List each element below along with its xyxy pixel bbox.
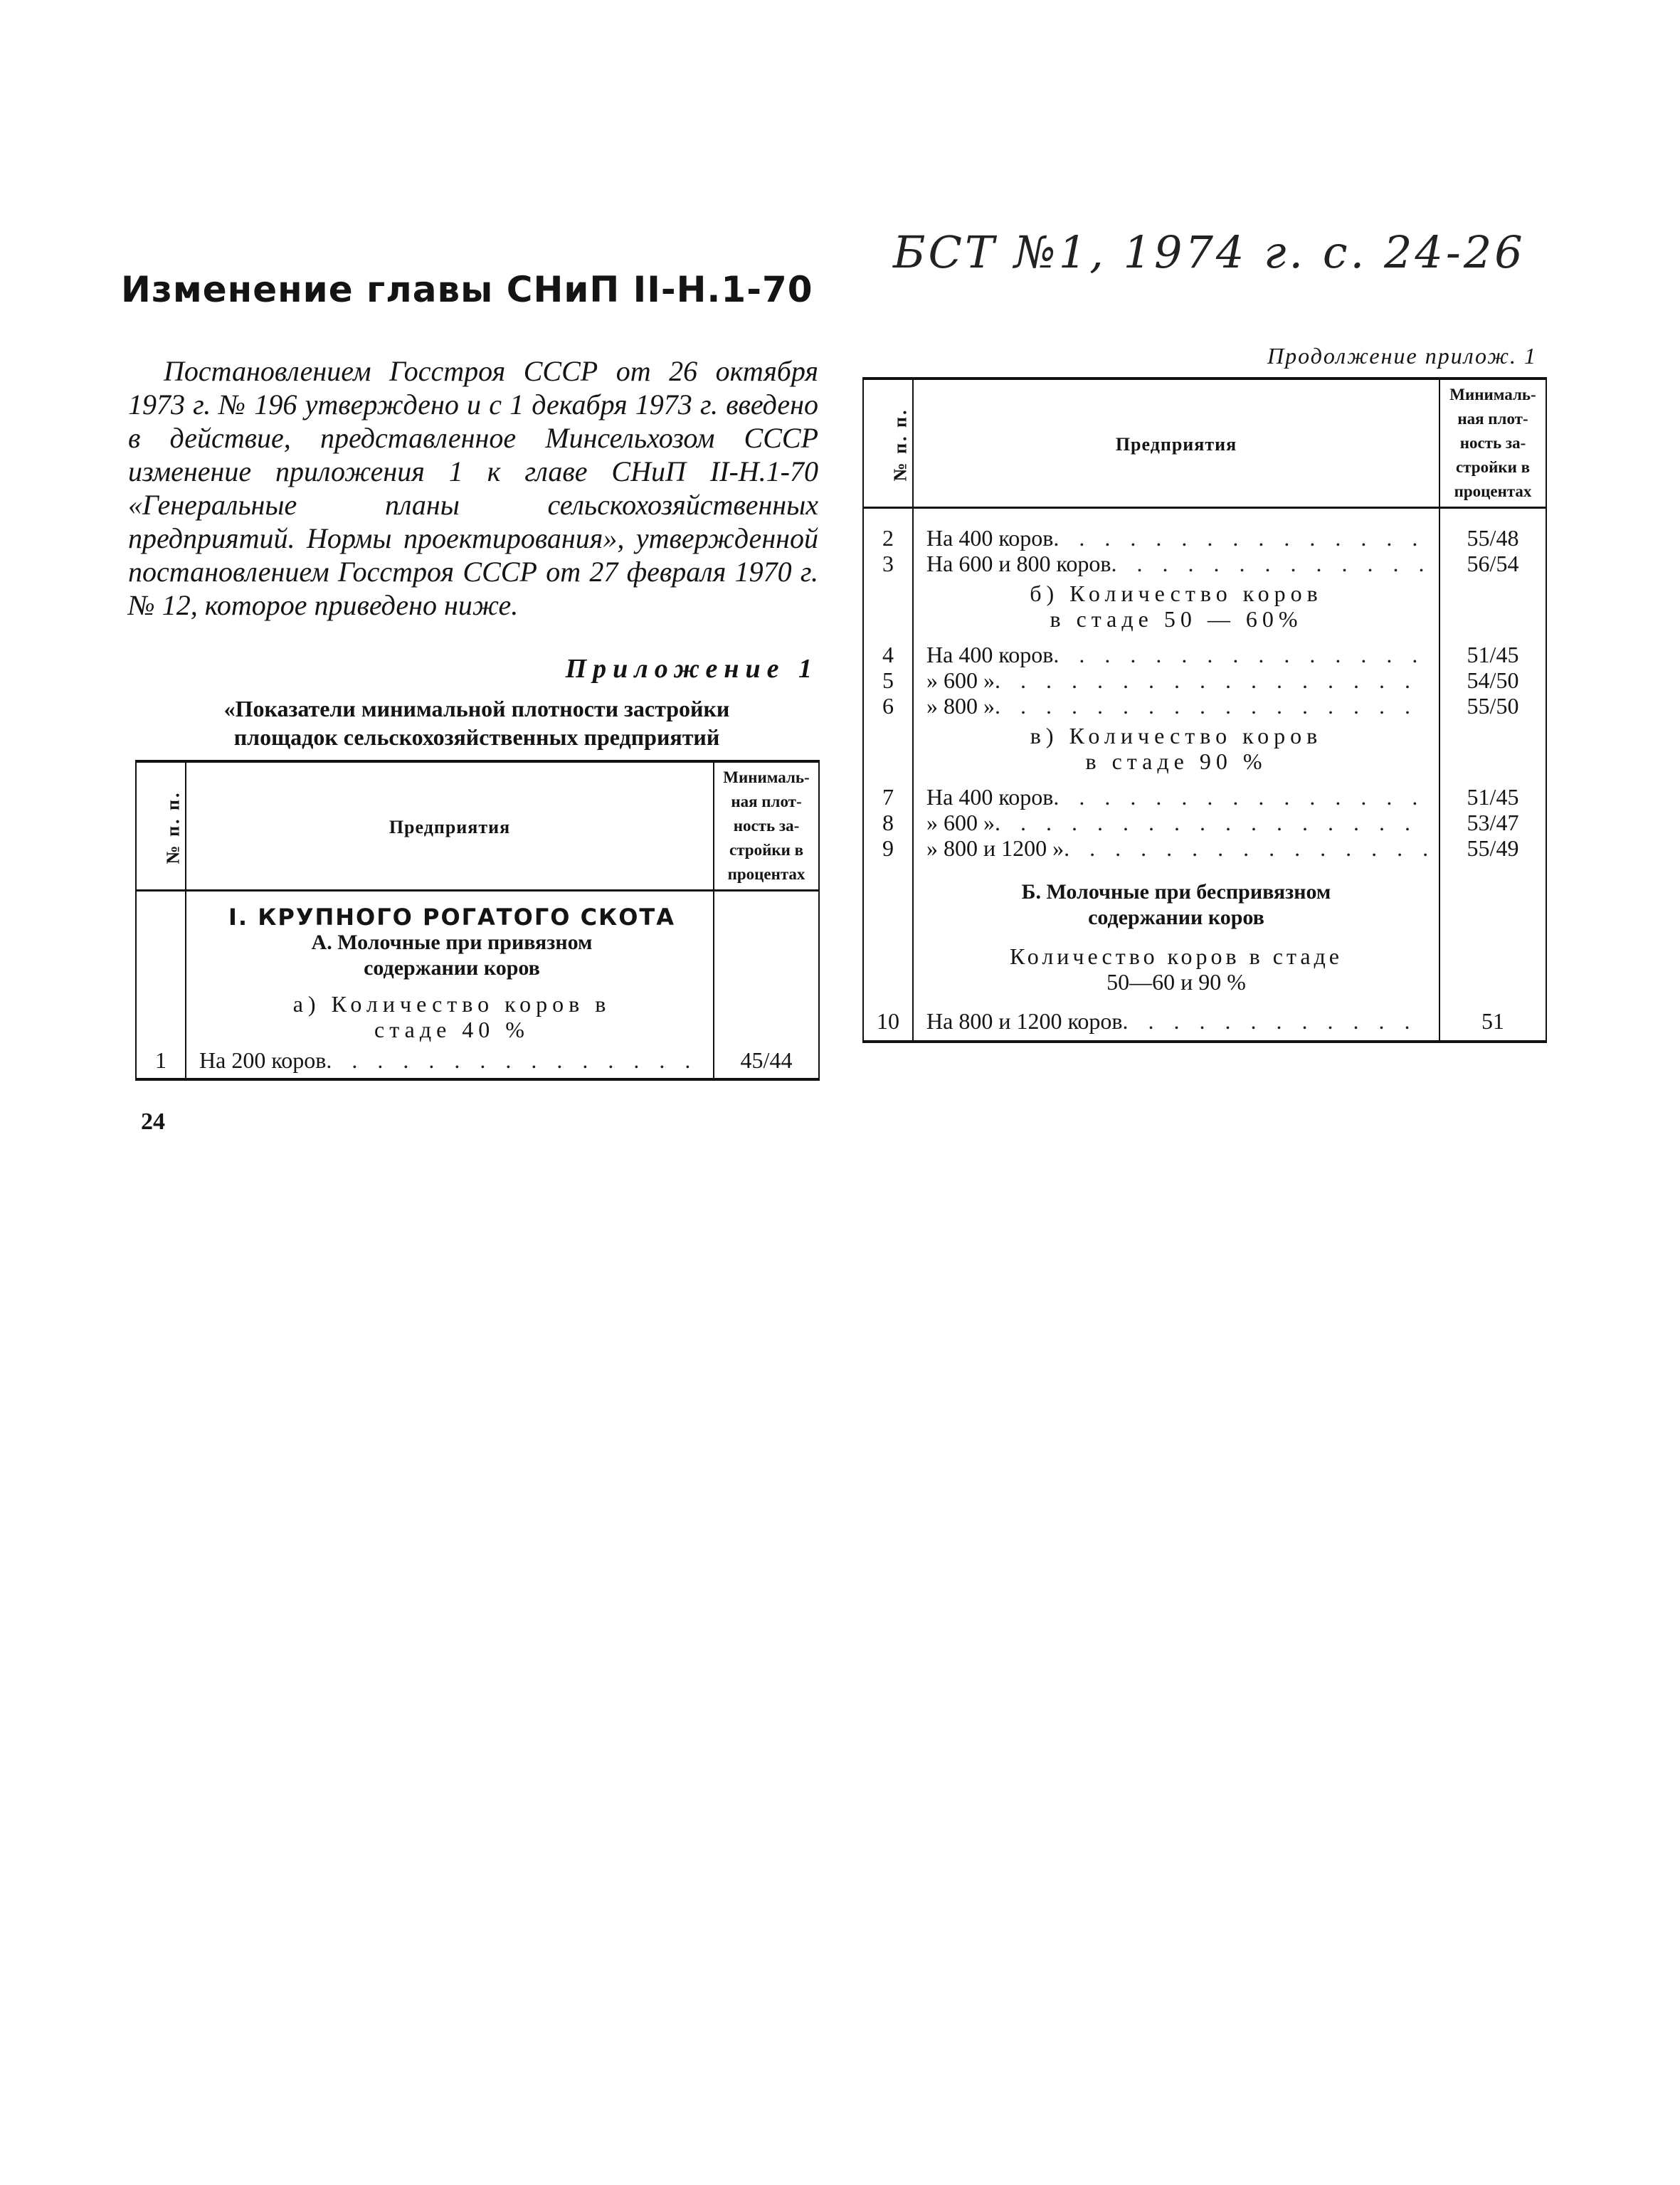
group-b-heading: б) Количество коров: [1030, 580, 1323, 606]
row-density-value: 55/49: [1439, 835, 1546, 861]
page-number: 24: [141, 1109, 165, 1135]
table-row: [863, 667, 1546, 693]
table-caption-line-2: площадок сельскохозяйственных предприятий: [233, 724, 720, 750]
row-enterprise: На 800 и 1200 коров . . .: [913, 1002, 1439, 1042]
row-enterprise: На 400 коров . . .: [913, 525, 1439, 551]
row-no: 6: [863, 693, 913, 719]
row-density-value: 45/44: [714, 1042, 819, 1079]
group-a-heading-cont: стаде 40 %: [374, 1017, 529, 1042]
row-no: 9: [863, 835, 913, 861]
section-cattle-heading: I. КРУПНОГО РОГАТОГО СКОТА: [228, 904, 675, 931]
table-row: [863, 784, 1546, 810]
subsection-a-heading: А. Молочные при привязном: [311, 931, 593, 954]
table-row: [863, 1002, 1546, 1042]
group-d-heading: Количество коров в стаде: [1010, 943, 1343, 969]
row-no: 1: [136, 1042, 186, 1079]
table-caption: [135, 694, 818, 751]
group-c-heading: в) Количество коров: [1030, 722, 1323, 748]
spacer-row: [863, 508, 1546, 525]
row-enterprise: На 200 коров . . .: [186, 1042, 714, 1079]
row-density-value: 51: [1439, 1002, 1546, 1042]
row-no: 7: [863, 784, 913, 810]
annex-label: Приложение 1: [565, 654, 818, 684]
table-row: [863, 693, 1546, 719]
handwritten-note: БСТ №1, 1974 г. с. 24-26: [893, 226, 1526, 278]
row-no: 5: [863, 667, 913, 693]
subsection-b-heading: Б. Молочные при беспривязном: [1021, 879, 1331, 904]
density-table-left: [135, 760, 820, 1081]
row-enterprise: » 600 » . . .: [913, 667, 1439, 693]
table-header-row: [863, 379, 1546, 508]
header-no: № п. п.: [863, 379, 913, 508]
intro-paragraph: Постановлением Госстроя СССР от 26 октября 1973 г. № 196 утверждено и с 1 декабря 1973 г. введено в действие, представленное Минсельхозом СССР изменение приложения 1 к главе СНиП II-Н.1-70 «Генеральные планы сельскохозяйственных предприятий. Нормы проектирования», утвержденной постановлением Госстроя СССР от 27 февраля 1970 г. № 12, которое приведено ниже.: [128, 355, 818, 621]
group-heading-row: [863, 576, 1546, 642]
row-density-value: 53/47: [1439, 810, 1546, 835]
row-density-value: 51/45: [1439, 642, 1546, 667]
row-density-value: 51/45: [1439, 784, 1546, 810]
row-no: 2: [863, 525, 913, 551]
group-d-heading-cont: 50—60 и 90 %: [1106, 968, 1246, 995]
row-enterprise: На 400 коров . . .: [913, 784, 1439, 810]
row-enterprise: На 400 коров . . .: [913, 642, 1439, 667]
row-density-value: 54/50: [1439, 667, 1546, 693]
row-enterprise: » 600 » . . .: [913, 810, 1439, 835]
row-no: 4: [863, 642, 913, 667]
row-enterprise: » 800 » . . .: [913, 693, 1439, 719]
table-row: [863, 525, 1546, 551]
document-title: Изменение главы СНиП II-Н.1-70: [121, 269, 813, 310]
row-enterprise: На 600 и 800 коров . . .: [913, 551, 1439, 576]
section-heading-row: [136, 891, 819, 1043]
header-enterprise: Предприятия: [913, 379, 1439, 508]
subsection-heading-row: [863, 861, 1546, 1002]
density-table-right: [862, 377, 1547, 1043]
row-enterprise: » 800 и 1200 » . . .: [913, 835, 1439, 861]
group-b-heading-cont: в стаде 50 — 60%: [1050, 605, 1303, 632]
row-no: 10: [863, 1002, 913, 1042]
row-density-value: 55/48: [1439, 525, 1546, 551]
header-density: Минималь- ная плот- ность за- стройки в процентах: [1439, 379, 1546, 508]
header-density: Минималь- ная плот- ность за- стройки в процентах: [714, 761, 819, 891]
group-heading-row: [863, 719, 1546, 784]
subsection-b-heading-cont: содержании коров: [1088, 905, 1264, 929]
group-a-heading: а) Количество коров в: [292, 991, 611, 1017]
row-density-value: 56/54: [1439, 551, 1546, 576]
group-c-heading-cont: в стаде 90 %: [1085, 748, 1267, 774]
table-row: [863, 835, 1546, 861]
header-no: № п. п.: [136, 761, 186, 891]
table-caption-line-1: «Показатели минимальной плотности застройки: [223, 696, 730, 721]
subsection-a-heading-cont: содержании коров: [364, 956, 540, 980]
table-row: [863, 810, 1546, 835]
continuation-label: Продолжение прилож. 1: [1267, 343, 1537, 369]
table-row: [863, 551, 1546, 576]
table-header-row: [136, 761, 819, 891]
table-row: [863, 642, 1546, 667]
row-no: 3: [863, 551, 913, 576]
row-density-value: 55/50: [1439, 693, 1546, 719]
table-row: [136, 1042, 819, 1079]
header-enterprise: Предприятия: [186, 761, 714, 891]
row-no: 8: [863, 810, 913, 835]
